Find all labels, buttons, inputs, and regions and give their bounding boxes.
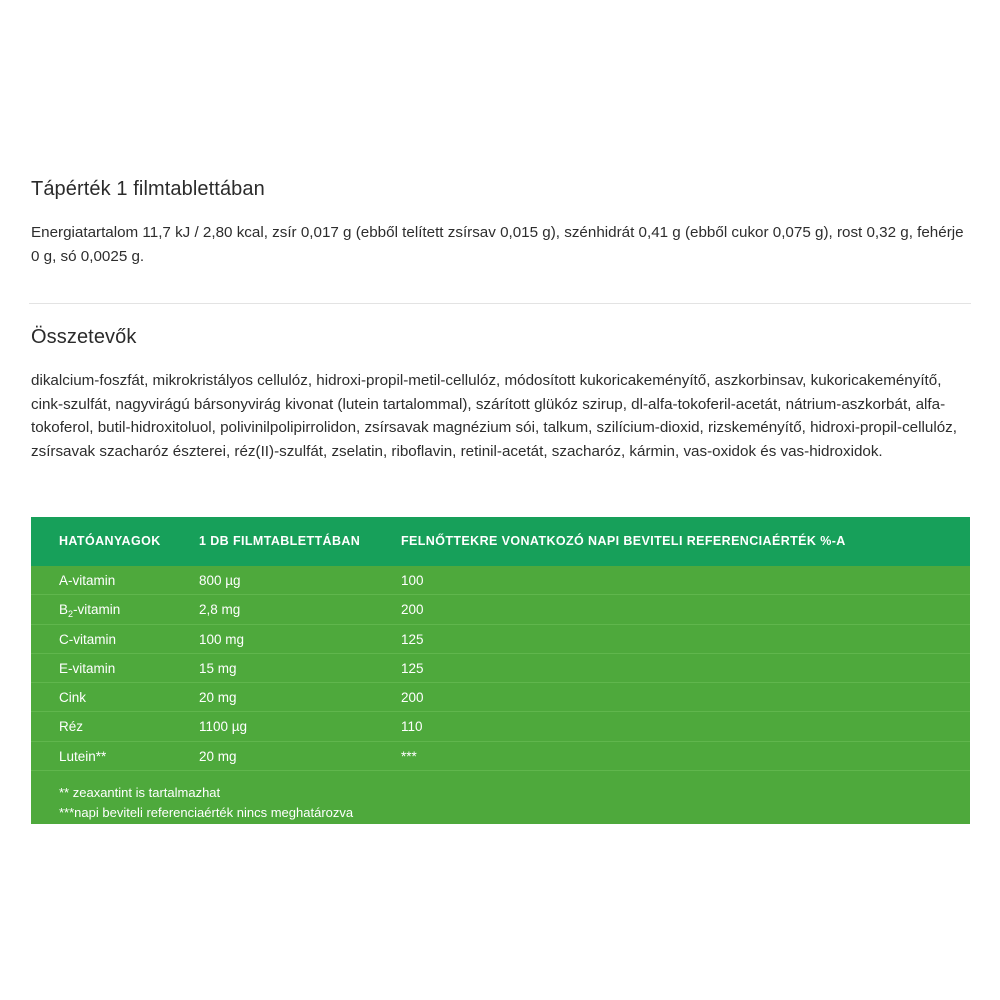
row-amount: 1100 µg	[199, 719, 248, 735]
active-ingredients-table	[31, 517, 970, 824]
table-row	[31, 742, 970, 771]
ingredients-title: Összetevők	[31, 326, 137, 348]
row-name: Lutein**	[59, 748, 107, 764]
footnote: ***napi beviteli referenciaérték nincs meghatározva	[59, 805, 354, 820]
row-ref: 200	[401, 690, 424, 706]
table-row	[31, 595, 970, 624]
row-name: C-vitamin	[59, 631, 117, 647]
row-name: Réz	[59, 719, 84, 735]
header-per-tablet: 1 DB FILMTABLETTÁBAN	[199, 534, 361, 548]
row-ref: 100	[401, 573, 424, 588]
nutrition-title: Tápérték 1 filmtablettában	[31, 178, 265, 200]
row-name-suffix: -vitamin	[73, 602, 121, 618]
row-amount: 15 mg	[199, 660, 237, 676]
row-ref: 125	[401, 660, 424, 676]
row-amount: 20 mg	[199, 690, 237, 706]
table-row	[31, 712, 970, 741]
ingredients-text: dikalcium-foszfát, mikrokristályos cellulóz, hidroxi-propil-metil-cellulóz, módosított kukoricakeményítő, aszkorbinsav, kukoricakeményítő, cink-szulfát, nagyvirágú bársonyvirág kivonat (lutein tartalommal), szárított glükóz szirup, dl-alfa-tokoferil-acetát, nátrium-aszkorbát, alfa-tokoferol, butil-hidroxitoluol, polivinilpolipirrolidon, zsírsavak magnézium sói, talkum, szilícium-dioxid, rizskeményítő, hidroxi-propil-cellulóz, zsírsavak szacharóz észterei, réz(II)-szulfát, zselatin, riboflavin, retinil-acetát, szacharóz, kármin, vas-oxidok és vas-hidroxidok.	[31, 372, 957, 460]
table-row	[31, 566, 970, 595]
row-ref: 200	[401, 602, 424, 618]
row-name: Cink	[59, 690, 87, 706]
row-name-subscript: 2	[68, 609, 74, 620]
footnote: ** zeaxantint is tartalmazhat	[59, 785, 221, 800]
row-ref: 110	[401, 719, 423, 735]
table-footnotes	[59, 783, 353, 823]
row-ref: ***	[401, 748, 417, 764]
section-divider	[29, 303, 971, 304]
row-name-prefix: B	[59, 602, 69, 618]
row-name: A-vitamin	[59, 573, 116, 588]
row-name: E-vitamin	[59, 660, 116, 676]
header-active-ingredients: HATÓANYAGOK	[59, 534, 161, 548]
row-ref: 125	[401, 631, 424, 647]
table-row	[31, 683, 970, 712]
table-row	[31, 625, 970, 654]
row-name	[59, 602, 121, 620]
table-header	[31, 517, 970, 566]
row-amount: 100 mg	[199, 631, 245, 647]
row-amount: 20 mg	[199, 748, 237, 764]
header-reference-value: FELNŐTTEKRE VONATKOZÓ NAPI BEVITELI REFERENCIAÉRTÉK %-A	[401, 534, 846, 548]
row-amount: 800 µg	[199, 573, 241, 588]
row-amount: 2,8 mg	[199, 602, 241, 618]
nutrition-text: Energiatartalom 11,7 kJ / 2,80 kcal, zsír 0,017 g (ebből telített zsírsav 0,015 g), szénhidrát 0,41 g (ebből cukor 0,075 g), rost 0,32 g, fehérje 0 g, só 0,0025 g.	[31, 224, 964, 265]
table-row	[31, 654, 970, 683]
